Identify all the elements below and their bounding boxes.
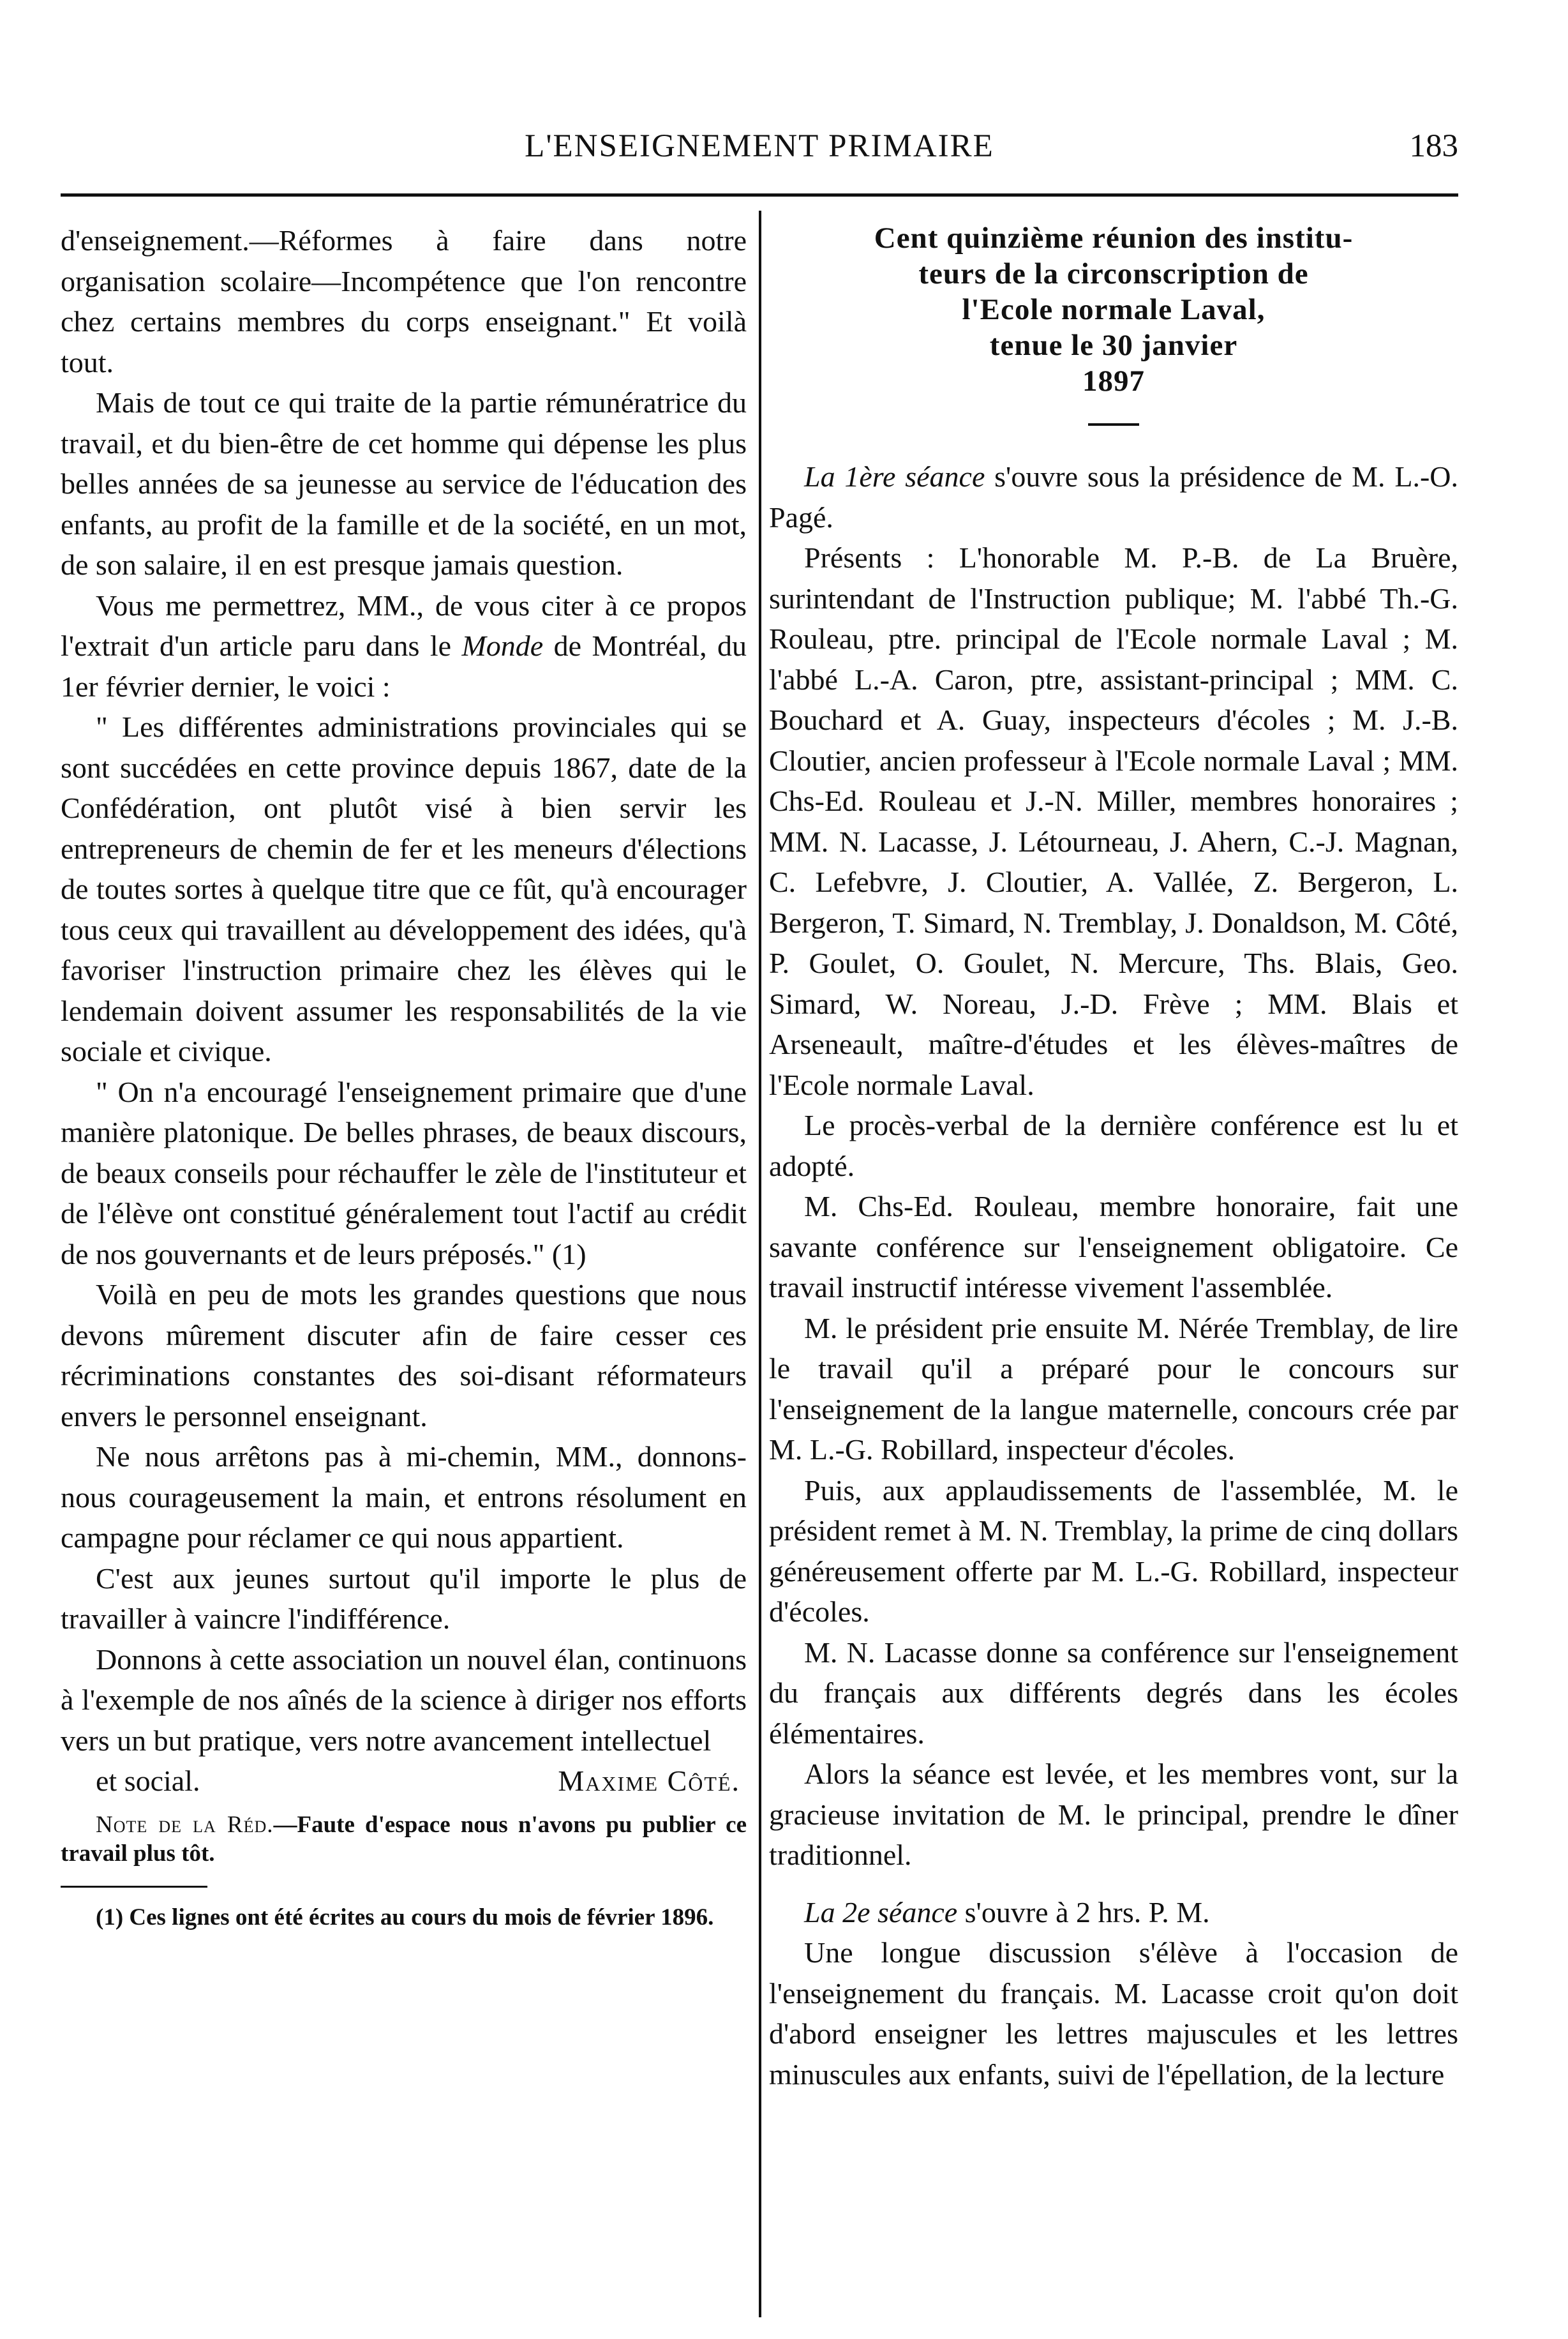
footnote-rule xyxy=(61,1886,207,1888)
closing-text: et social. xyxy=(96,1764,200,1797)
title-line: Cent quinzième réunion des institu- xyxy=(874,222,1354,255)
footnote: (1) Ces lignes ont été écrites au cours du mois de février 1896. xyxy=(96,1904,714,1930)
paragraph: Une longue discussion s'élève à l'occasion de l'enseignement du français. M. Lacasse croit qu'on doit d'abord enseigner les lettres majuscules et les lettres minuscules aux enfants, suivi de l'épellation, de la lecture xyxy=(769,1936,1458,2091)
paragraph: M. N. Lacasse donne sa conférence sur l'enseignement du français aux différents degrés dans les écoles élémentaires. xyxy=(769,1636,1458,1750)
quote-paragraph: " Les différentes administrations provinciales qui se sont succédées en cette province depuis 1867, date de la Confédération, ont plutôt visé à bien servir les entrepreneurs de chemin de fer et les meneurs d'élections de toutes sortes à quelque titre que ce fût, qu'à encourager tous ceux qui travaillent au développement des idées, qu'à favoriser l'instruction primaire chez les élèves qui le lendemain doivent assumer les responsabilités de la vie sociale et civique. xyxy=(61,711,747,1067)
paragraph: Alors la séance est levée, et les membres vont, sur la gracieuse invitation de M. le principal, prendre le dîner traditionnel. xyxy=(769,1757,1458,1871)
session-label: La 1ère séance xyxy=(804,460,985,493)
paragraph: d'enseignement.—Réformes à faire dans notre organisation scolaire—Incompétence que l'on rencontre chez certains membres du corps enseignant." Et voilà tout. xyxy=(61,224,747,379)
page-number: 183 xyxy=(1409,128,1458,164)
session-label: La 2e séance xyxy=(804,1895,958,1929)
paragraph: Présents : L'honorable M. P.-B. de La Bruère, surintendant de l'Instruction publique; M. l'abbé Th.-G. Rouleau, ptre. principal de l'Ecole normale Laval ; M. l'abbé L.-A. Caron, ptre, assistant-principal ; MM. C. Bouchard et A. Guay, inspecteurs d'écoles ; M. J.-B. Cloutier, ancien professeur à l'Ecole normale Laval ; MM. Chs-Ed. Rouleau et J.-N. Miller, membres honoraires ; MM. N. Lacasse, J. Létourneau, J. Ahern, C.-J. Magnan, C. Lefebvre, J. Cloutier, A. Vallée, Z. Bergeron, L. Bergeron, T. Simard, N. Tremblay, J. Donaldson, M. Côté, P. Goulet, O. Goulet, N. Mercure, Ths. Blais, Geo. Simard, W. Noreau, J.-D. Frève ; MM. Blais et Arseneault, maître-d'études et les élèves-maîtres de l'Ecole normale Laval. xyxy=(769,541,1458,1101)
session-opening xyxy=(769,1892,1458,1933)
paragraph: M. le président prie ensuite M. Nérée Tremblay, de lire le travail qu'il a préparé pour le concours sur l'enseignement de la langue maternelle, concours crée par M. L.-G. Robillard, inspecteur d'écoles. xyxy=(769,1311,1458,1466)
title-line: 1897 xyxy=(1082,365,1145,398)
editor-note xyxy=(61,1810,747,1868)
session-opening-text: s'ouvre à 2 hrs. P. M. xyxy=(957,1895,1210,1929)
paragraph: M. Chs-Ed. Rouleau, membre honoraire, fait une savante conférence sur l'enseignement obligatoire. Ce travail instructif intéresse vivement l'assemblée. xyxy=(769,1190,1458,1304)
paragraph: Vous me permettrez, MM., de vous citer à ce propos l'extrait d'un article paru dans le Monde de Montréal, du 1er février dernier, le voici : xyxy=(61,589,747,703)
newspaper-name: Monde xyxy=(461,629,544,662)
editor-note-lead: Note de la Réd. xyxy=(96,1811,274,1838)
spacer xyxy=(769,1876,1458,1892)
session-opening xyxy=(769,456,1458,538)
title-rule xyxy=(1088,423,1139,426)
paragraph: Voilà en peu de mots les grandes questions que nous devons mûrement discuter afin de faire cesser ces récriminations constantes des soi-disant réformateurs envers le personnel enseignant. xyxy=(61,1278,747,1433)
signature-line xyxy=(61,1761,747,1801)
left-column xyxy=(61,220,747,1932)
section-title xyxy=(769,220,1458,399)
title-line: l'Ecole normale Laval, xyxy=(962,293,1266,326)
session-opening-text: s'ouvre sous la présidence de M. L.-O. Pagé. xyxy=(769,460,1458,534)
editor-note-text: —Faute d'espace nous n'avons pu publier ce travail plus tôt. xyxy=(61,1811,747,1867)
paragraph: Ne nous arrêtons pas à mi-chemin, MM., donnons-nous courageusement la main, et entrons résolument en campagne pour réclamer ce qui nous appartient. xyxy=(61,1440,747,1554)
page-header xyxy=(61,128,1458,179)
header-rule xyxy=(61,193,1458,197)
title-line: teurs de la circonscription de xyxy=(918,257,1309,290)
author-signature: Maxime Côté. xyxy=(558,1764,740,1797)
paragraph: C'est aux jeunes surtout qu'il importe le plus de travailler à vaincre l'indifférence. xyxy=(61,1561,747,1635)
paragraph: Mais de tout ce qui traite de la partie rémunératrice du travail, et du bien-être de cet homme qui dépense les plus belles années de sa jeunesse au service de l'éducation des enfants, au profit de la famille et de la société, en un mot, de son salaire, il en est presque jamais question. xyxy=(61,386,747,581)
paragraph: Donnons à cette association un nouvel élan, continuons à l'exemple de nos aînés de la science à diriger nos efforts vers un but pratique, vers notre avancement intellectuel xyxy=(61,1643,747,1757)
running-title: L'ENSEIGNEMENT PRIMAIRE xyxy=(525,128,994,164)
quote-paragraph: " On n'a encouragé l'enseignement primaire que d'une manière platonique. De belles phrases, de beaux discours, de beaux conseils pour réchauffer le zèle de l'instituteur et de l'élève ont constitué généralement tout l'actif au crédit de nos gouvernants et de leurs préposés." (1) xyxy=(61,1075,747,1270)
right-column xyxy=(769,220,1458,2095)
paragraph: Puis, aux applaudissements de l'assemblée, M. le président remet à M. N. Tremblay, la prime de cinq dollars généreusement offerte par M. L.-G. Robillard, inspecteur d'écoles. xyxy=(769,1473,1458,1628)
title-line: tenue le 30 janvier xyxy=(989,329,1238,362)
paragraph: Le procès-verbal de la dernière conférence est lu et adopté. xyxy=(769,1109,1458,1182)
column-divider xyxy=(759,211,761,2317)
